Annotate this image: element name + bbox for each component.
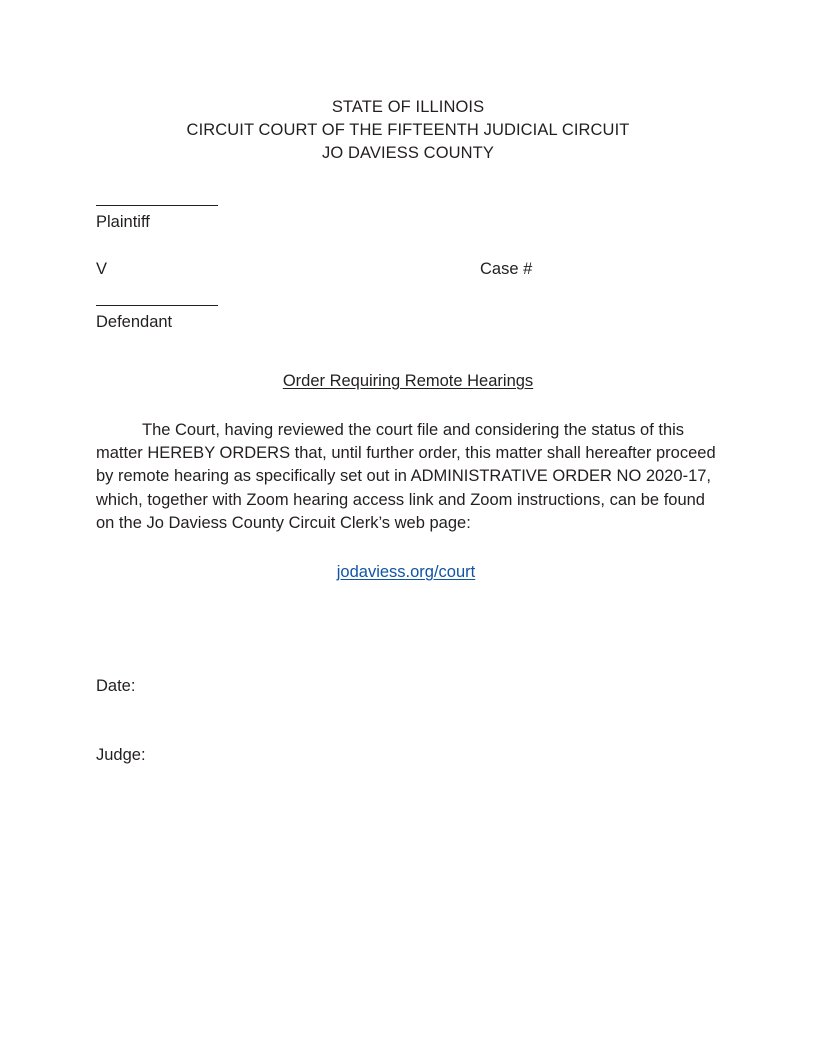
order-title	[96, 370, 720, 393]
defendant-label: Defendant	[96, 313, 173, 331]
case-number-label: Case #	[480, 260, 533, 278]
plaintiff-label: Plaintiff	[96, 213, 150, 231]
heading-spacer	[96, 165, 720, 205]
defendant-name-rule	[96, 305, 218, 306]
order-title-text: Order Requiring Remote Hearings	[282, 372, 534, 390]
versus-label: V	[96, 260, 108, 278]
heading-line-circuit: CIRCUIT COURT OF THE FIFTEENTH JUDICIAL CIRCUIT	[186, 121, 630, 139]
clerk-webpage-link-row	[96, 561, 716, 584]
plaintiff-name-rule	[96, 205, 218, 206]
clerk-webpage-link[interactable]: jodaviess.org/court	[336, 563, 476, 582]
heading-line-state: STATE OF ILLINOIS	[331, 98, 485, 116]
heading-line-county: JO DAVIESS COUNTY	[322, 144, 494, 162]
court-heading	[96, 96, 720, 165]
order-body-paragraph: The Court, having reviewed the court file and considering the status of this matter HEREBY ORDERS that, until further order, this matter shall hereafter proceed by remote hearing as specifically set out in ADMINISTRATIVE ORDER NO 2020-17, which, together with Zoom hearing access link and Zoom instructions, can be found on the Jo Daviess County Circuit Clerk’s web page:	[96, 421, 716, 532]
versus-case-row	[96, 258, 720, 281]
date-field-label: Date:	[96, 677, 136, 696]
judge-field-label: Judge:	[96, 746, 146, 765]
